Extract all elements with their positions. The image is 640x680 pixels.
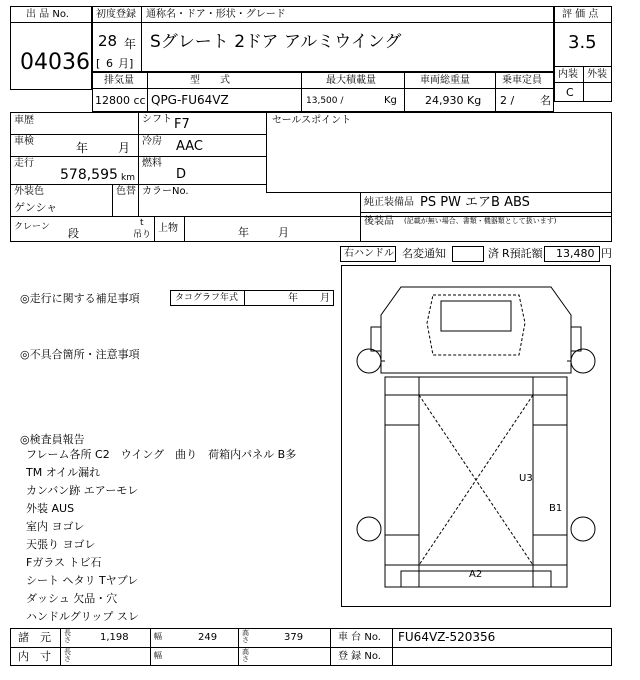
aftermarket-label: 後装品 [364, 216, 394, 227]
chassis-label: 車 台 No. [338, 632, 381, 643]
model-grade-label: 通称名・ドア・形状・グレード [146, 9, 286, 20]
interior-grade: C [566, 86, 574, 99]
width-value: 249 [198, 632, 218, 643]
upper-year: 年 [238, 226, 249, 239]
inner-dim-label: 内 寸 [18, 650, 51, 663]
max-load-value: 13,500 / [306, 96, 344, 106]
car-name: Sグレート 2ドア アルミウイング [150, 32, 402, 52]
inspector-line: Fガラス トビ石 [26, 556, 102, 569]
inner-height-label: 高さ [242, 648, 249, 663]
recycle-done-label: 済 [488, 247, 499, 260]
reg-month-open: [ [96, 57, 101, 70]
ac-value: AAC [176, 139, 203, 154]
tachograph-year: 年 [288, 293, 298, 304]
reg-year: 28 [98, 32, 118, 50]
color-label: 外装色 [14, 186, 44, 197]
capacity-value: 2 / [500, 94, 515, 107]
tachograph-label: タコグラフ年式 [175, 293, 239, 303]
recycle-deposit-label: R預託額 [502, 247, 543, 260]
damage-mark-a2: A2 [469, 569, 483, 580]
sales-point-label: セールスポイント [272, 115, 352, 126]
crane-hang: 吊り [133, 230, 152, 240]
tachograph-month: 月 [320, 293, 330, 304]
name-change-box [452, 246, 484, 262]
fuel-value: D [176, 167, 187, 182]
crane-ton: t [140, 218, 144, 228]
first-reg-label: 初度登録 [96, 9, 136, 20]
history-label: 車歴 [14, 115, 34, 126]
equipment-value: PS PW エアB ABS [420, 195, 530, 210]
crane-stage: 段 [68, 227, 79, 240]
inspector-line: 室内 ヨゴレ [26, 520, 85, 533]
ac-label: 冷房 [142, 136, 162, 147]
mileage-value: 578,595 [60, 167, 118, 183]
specs-footer-label: 諸 元 [18, 631, 51, 644]
inspector-report-label: ◎検査員報告 [20, 433, 85, 446]
inspector-line: 外装 AUS [26, 502, 75, 515]
lot-number: 04036 [20, 50, 90, 75]
shift-value: F7 [174, 117, 190, 132]
fuel-label: 燃料 [142, 158, 162, 169]
equipment-label: 純正装備品 [364, 197, 414, 208]
inspection-label: 車検 [14, 136, 34, 147]
name-change-label: 名変通知 [402, 247, 446, 260]
inspector-line: シート ヘタリ Tヤブレ [26, 574, 139, 587]
height-label: 高さ [242, 629, 249, 644]
inspection-month: 月 [118, 141, 131, 155]
damage-mark-u3: U3 [519, 473, 533, 484]
steering-label: 右ハンドル [344, 248, 394, 259]
color-value: ゲンシャ [14, 201, 58, 214]
model-code-label: 型 式 [190, 75, 230, 86]
mileage-unit: km [121, 173, 135, 183]
max-load-label: 最大積載量 [326, 75, 376, 86]
shift-label: シフト [142, 114, 172, 125]
aftermarket-note: (記載が無い場合、書類・機器類として扱います) [404, 217, 557, 225]
truck-diagram [341, 265, 611, 607]
inspector-line: フレーム各所 C2 ウイング 曲り 荷箱内パネル B多 [26, 448, 297, 461]
capacity-unit: 名 [540, 94, 551, 107]
inner-length-label: 長さ [64, 648, 71, 663]
length-value: 1,198 [100, 632, 129, 643]
displacement-value: 12800 cc [95, 94, 146, 107]
interior-grade-label: 内装 [558, 69, 578, 80]
width-label: 幅 [154, 632, 162, 641]
inner-width-label: 幅 [154, 651, 162, 660]
color-code-label: カラーNo. [142, 186, 189, 197]
mileage-label: 走行 [14, 158, 34, 169]
crane-label: クレーン [14, 222, 50, 232]
lot-label: 出 品 No. [26, 9, 69, 20]
gross-weight-label: 車両総重量 [420, 75, 470, 86]
upper-body-label: 上物 [158, 223, 178, 234]
defects-label: ◎不具合箇所・注意事項 [20, 348, 140, 361]
capacity-label: 乗車定員 [502, 75, 542, 86]
inspection-year: 年 [76, 141, 89, 155]
driving-notes-label: ◎走行に関する補足事項 [20, 292, 140, 305]
max-load-unit: Kg [384, 95, 397, 106]
gross-weight-value: 24,930 Kg [425, 94, 482, 107]
reg-year-unit: 年 [124, 37, 137, 51]
inspector-line: ハンドルグリップ スレ [26, 610, 139, 623]
reg-month: 6 [106, 57, 113, 70]
upper-month: 月 [278, 226, 289, 239]
color-change-label: 色替 [116, 186, 136, 197]
score-label: 評 価 点 [562, 9, 599, 20]
registration-label: 登 録 No. [338, 651, 381, 662]
model-code-value: QPG-FU64VZ [151, 93, 229, 107]
height-value: 379 [284, 632, 304, 643]
length-label: 長さ [64, 629, 71, 644]
inspector-line: ダッシュ 欠品・穴 [26, 592, 118, 605]
recycle-unit: 円 [601, 247, 612, 260]
exterior-grade-label: 外装 [587, 69, 607, 80]
score-value: 3.5 [568, 32, 597, 53]
damage-mark-b1: B1 [549, 503, 563, 514]
inspector-line: TM オイル漏れ [26, 466, 101, 479]
reg-month-unit: 月] [118, 57, 134, 70]
chassis-value: FU64VZ-520356 [398, 630, 496, 644]
recycle-deposit-value: 13,480 [556, 247, 595, 260]
inspector-line: カンバン跡 エアーモレ [26, 484, 139, 497]
inspector-line: 天張り ヨゴレ [26, 538, 96, 551]
displacement-label: 排気量 [104, 75, 134, 86]
